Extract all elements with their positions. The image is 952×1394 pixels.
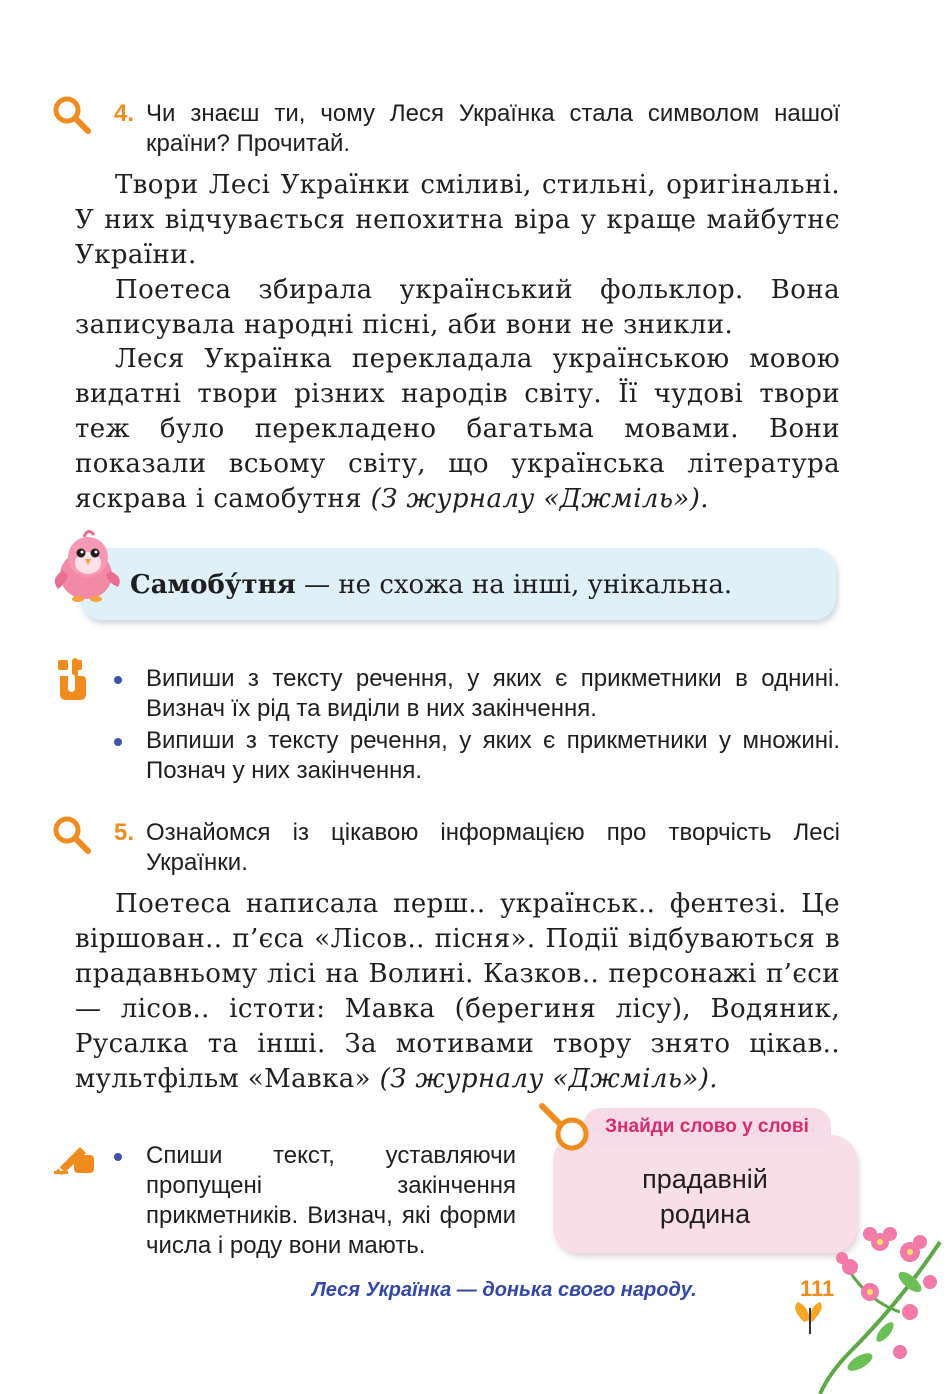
task-5 (114, 818, 840, 878)
magnifier-icon (52, 95, 92, 135)
flower-branch-decoration (790, 1212, 952, 1394)
vocabulary-term: Самобу́тня (130, 570, 296, 600)
task-instruction: Ознайомся із цікавою інформацією про творчість Лесі Українки. (146, 819, 840, 876)
pointing-hand-icon (56, 658, 92, 702)
magnifier-icon (52, 815, 92, 855)
bird-icon (48, 527, 126, 607)
task-number: 4. (114, 100, 135, 127)
source-citation: (З журналу «Джміль»). (370, 484, 709, 514)
paragraph-3-text: Леся Українка перекладала українською мовою видатні твори різних народів світу. Її чудові твори теж було перекладено багатьма мовами. Вони показали всьому світу, що українська література яскрава і самобутня (75, 344, 840, 514)
paragraph-1: Твори Лесі Українки сміливі, стильні, оригінальні. У них відчувається непохитна віра у краще майбутнє України. (75, 170, 840, 270)
term-definition: — не схожа на інші, унікальна. (295, 570, 733, 600)
page-number: 111 (800, 1276, 835, 1301)
page-footer-title: Леся Українка — донька свого народу. (312, 1279, 697, 1301)
source-citation: (З журналу «Джміль»). (379, 1064, 718, 1094)
task-4 (114, 99, 840, 159)
find-word-1: прадавній (642, 1164, 768, 1194)
paragraph-4 (75, 887, 840, 1097)
list-item: Спиши текст, уставляючи пропущені закінчення прикметників. Визнач, які форми числа і роду вони мають. (114, 1141, 516, 1261)
paragraph-2: Поетеса збирала український фольклор. Вона записувала народні пісні, аби вони не зникли. (75, 275, 840, 340)
task-number: 5. (114, 819, 135, 846)
magnifier-icon (538, 1102, 592, 1154)
paragraph-3 (75, 342, 840, 517)
exercise-1 (114, 664, 840, 788)
paragraph-4-text: Поетеса написала перш.. українськ.. фентезі. Це віршован.. п’єса «Лісов.. пісня». Події відбуваються в прадавньому лісі на Волині. Казков.. персонажі п’єси — лісов.. істоти: Мавка (берегиня лісу), Водяник, Русалка та інші. За мотивами твору знято цікав.. мультфільм «Мавка» (75, 889, 840, 1094)
list-item: Випиши з тексту речення, у яких є прикметники в однині. Визнач їх рід та виділи в них закінчення. (114, 664, 840, 724)
exercise-2 (114, 1141, 516, 1263)
find-word-title: Знайди слово у слові (583, 1108, 831, 1146)
list-item: Випиши з тексту речення, у яких є прикметники у множині. Познач у них закінчення. (114, 726, 840, 786)
writing-hand-icon (54, 1141, 96, 1175)
find-word-2: родина (659, 1199, 751, 1229)
vocabulary-definition (130, 568, 732, 602)
task-instruction: Чи знаєш ти, чому Леся Українка стала символом нашої країни? Прочитай. (146, 100, 840, 157)
